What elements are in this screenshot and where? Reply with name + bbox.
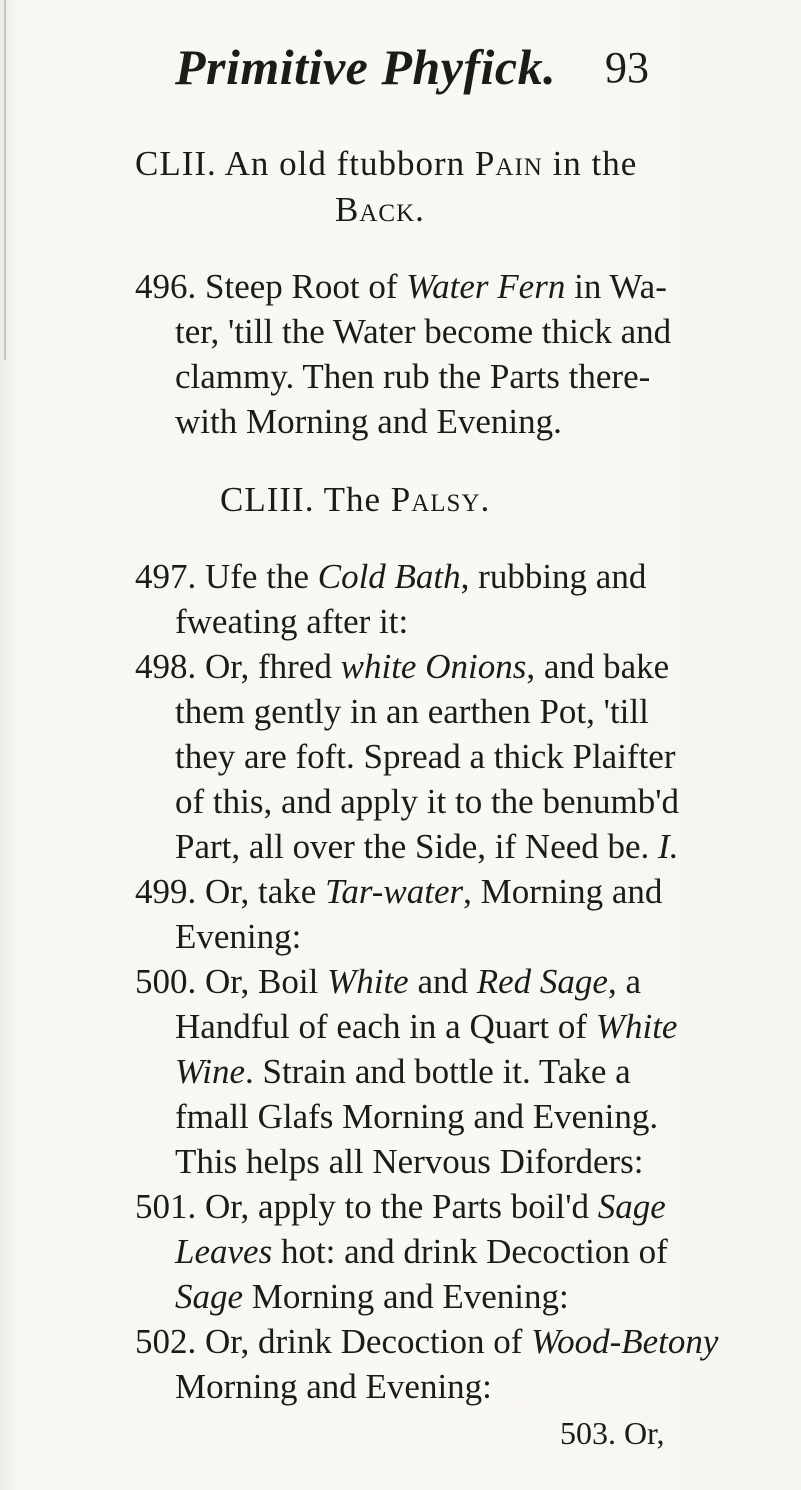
- text-span: and: [408, 962, 477, 1001]
- text-span: 497. Ufe the: [135, 557, 318, 596]
- text-span: hot: and drink Decoction of: [272, 1232, 668, 1271]
- text-span: , rubbing and: [460, 557, 647, 596]
- text-span: , Morning and: [463, 872, 663, 911]
- italic-span: Sage: [597, 1187, 666, 1226]
- text-span: 498. Or, fhred: [135, 647, 341, 686]
- text-span: in Wa-: [565, 267, 667, 306]
- italic-span: Wood-Betony: [531, 1322, 719, 1361]
- section-heading-cliii: [220, 478, 490, 521]
- heading-smallcaps: Palsy.: [390, 480, 491, 519]
- text-span: 502. Or, drink Decoction of: [135, 1322, 532, 1361]
- italic-span: Cold Bath: [317, 557, 461, 596]
- running-head: Primitive Phyfick.: [175, 39, 557, 95]
- text-line: [175, 1005, 677, 1048]
- italic-span: white Onions: [340, 647, 527, 686]
- heading-text: in the: [552, 144, 638, 183]
- section-heading-clii: [135, 142, 637, 185]
- text-span: Part, all over the Side, if Need be.: [175, 827, 659, 866]
- text-line: [135, 960, 641, 1003]
- heading-text: An old ftubborn: [224, 144, 466, 183]
- text-span: 501. Or, apply to the Parts boil'd: [135, 1187, 598, 1226]
- text-line: [175, 1050, 631, 1093]
- italic-span: Red Sage: [476, 962, 608, 1001]
- text-line: fweating after it:: [175, 602, 409, 641]
- text-span: Handful of each in a Quart of: [175, 1007, 596, 1046]
- italic-span: White: [327, 962, 409, 1001]
- heading-number: CLII.: [135, 144, 217, 183]
- italic-span: I.: [658, 827, 679, 866]
- text-span: , a: [607, 962, 642, 1001]
- page-header: [0, 38, 801, 108]
- text-span: , and bake: [526, 647, 670, 686]
- italic-span: Sage: [175, 1277, 244, 1316]
- heading-smallcaps: Back.: [335, 190, 425, 229]
- text-line: [135, 555, 646, 598]
- text-line: Morning and Evening:: [175, 1367, 492, 1406]
- text-line: Evening:: [175, 917, 302, 956]
- text-line: [175, 1275, 569, 1318]
- text-line: [175, 1230, 668, 1273]
- text-line: [135, 265, 667, 308]
- heading-text: The: [323, 480, 381, 519]
- text-line: they are foft. Spread a thick Plaifter: [175, 737, 676, 776]
- text-span: . Strain and bottle it. Take a: [244, 1052, 631, 1091]
- italic-span: Leaves: [175, 1232, 273, 1271]
- text-line: with Morning and Evening.: [175, 402, 562, 441]
- text-span: 499. Or, take: [135, 872, 326, 911]
- italic-span: Wine: [175, 1052, 245, 1091]
- text-line: [135, 1320, 718, 1363]
- text-line: [135, 645, 669, 688]
- text-line: fmall Glafs Morning and Evening.: [175, 1097, 659, 1136]
- text-line: This helps all Nervous Diforders:: [175, 1142, 644, 1181]
- italic-span: Water Fern: [406, 267, 566, 306]
- text-span: 500. Or, Boil: [135, 962, 328, 1001]
- italic-span: Tar-water: [325, 872, 464, 911]
- catchword: 503. Or,: [560, 1415, 665, 1451]
- text-line: ter, 'till the Water become thick and: [175, 312, 672, 351]
- text-line: of this, and apply it to the benumb'd: [175, 782, 680, 821]
- page-number: 93: [605, 43, 649, 92]
- text-span: Morning and Evening:: [243, 1277, 569, 1316]
- text-line: [175, 825, 678, 868]
- italic-span: White: [595, 1007, 678, 1046]
- text-line: [135, 1185, 666, 1228]
- text-line: them gently in an earthen Pot, 'till: [175, 692, 649, 731]
- heading-smallcaps: Pain: [474, 144, 543, 183]
- text-line: clammy. Then rub the Parts there-: [175, 357, 651, 396]
- text-span: 496. Steep Root of: [135, 267, 407, 306]
- section-heading-clii-cont: [335, 188, 425, 231]
- text-line: [135, 870, 662, 913]
- heading-number: CLIII.: [220, 480, 315, 519]
